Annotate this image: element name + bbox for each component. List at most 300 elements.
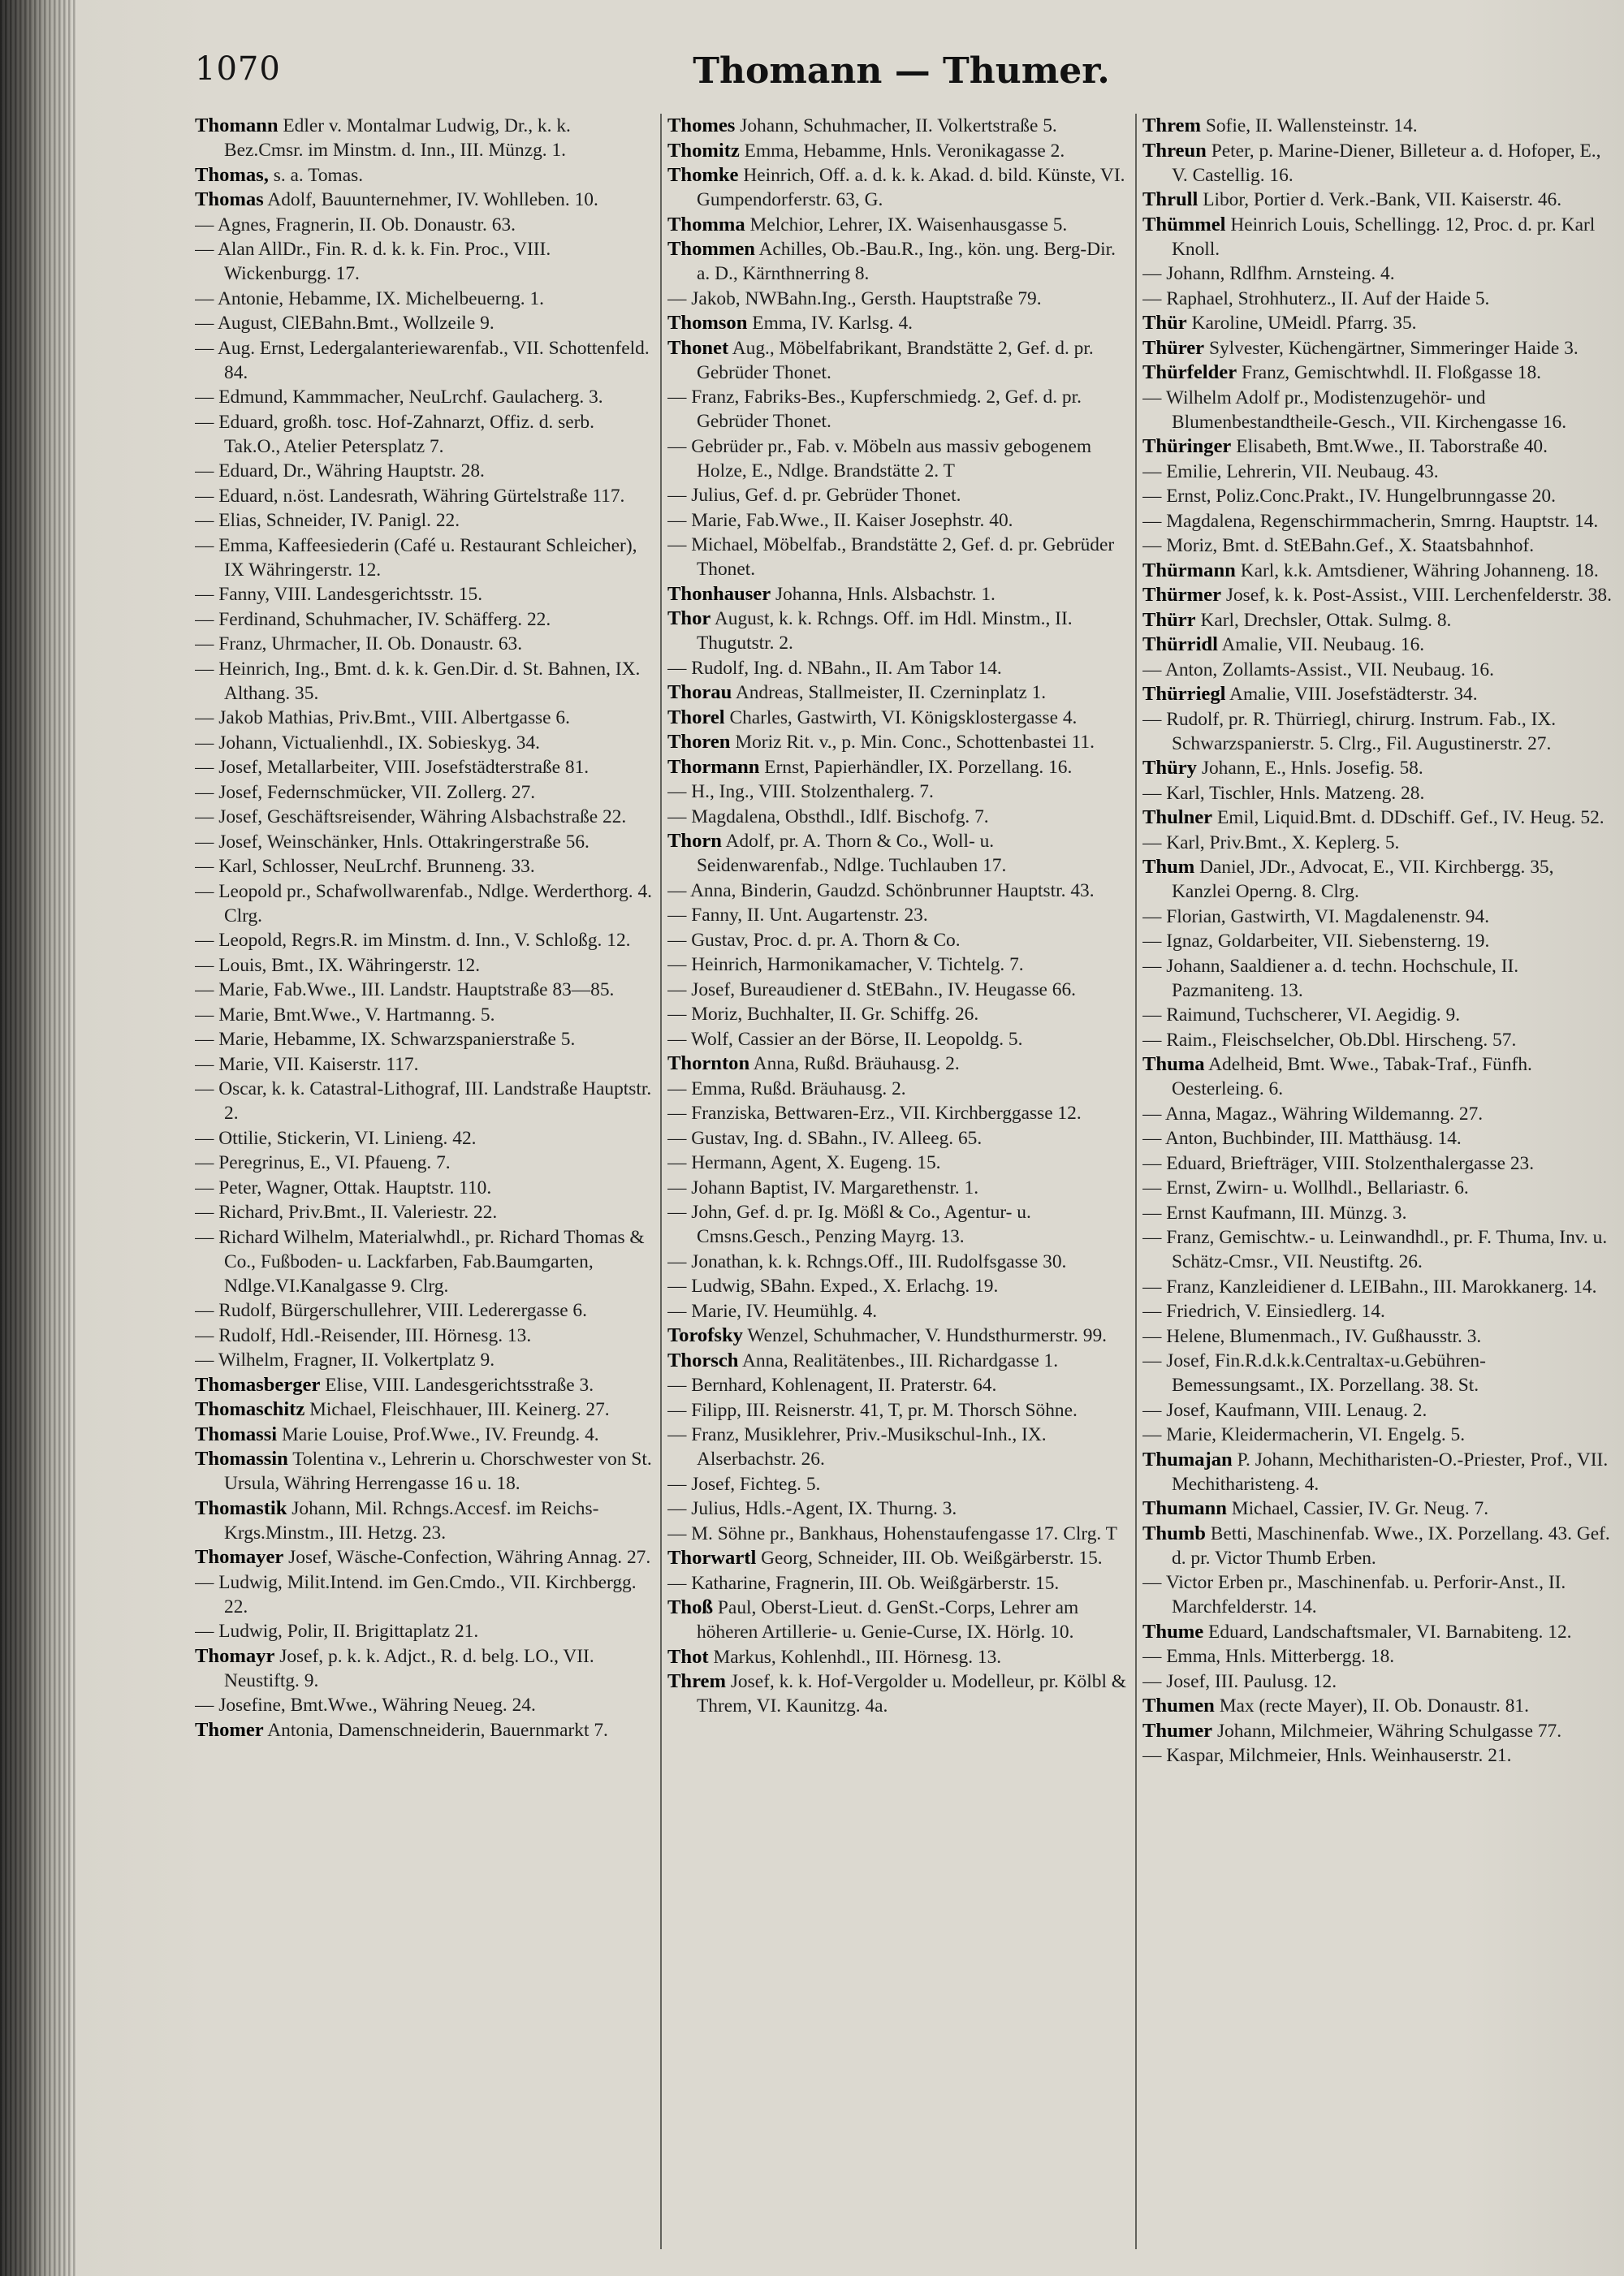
directory-entry	[667, 139, 1130, 163]
directory-entry	[667, 287, 1130, 311]
entry-details: Ernst, Papierhändler, IX. Porzellang. 16.	[764, 756, 1073, 778]
directory-entry	[1142, 1743, 1612, 1768]
entry-details: — Josefine, Bmt.Wwe., Währing Neueg. 24.	[195, 1695, 536, 1716]
directory-entry	[1142, 855, 1612, 904]
directory-entry	[195, 237, 654, 286]
directory-entry	[1142, 954, 1612, 1003]
entry-details: — Raphael, Strohhuterz., II. Auf der Haide 5.	[1142, 287, 1490, 309]
entry-surname: Thürr	[1142, 608, 1196, 631]
entry-details: Markus, Kohlenhdl., III. Hörnesg. 13.	[713, 1646, 1002, 1668]
directory-entry	[667, 1052, 1130, 1076]
entry-details: — Filipp, III. Reisnerstr. 41, T, pr. M. Thorsch Söhne.	[667, 1399, 1078, 1421]
directory-entry	[1142, 1324, 1612, 1349]
page-header	[195, 50, 1608, 99]
directory-entry	[195, 657, 654, 706]
entry-details: — Marie, Hebamme, IX. Schwarzspanierstraße 5.	[195, 1029, 576, 1050]
entry-surname: Thüry	[1142, 757, 1197, 779]
entry-details: — Fanny, VIII. Landesgerichtsstr. 15.	[195, 584, 483, 605]
entry-details: — Hermann, Agent, X. Eugeng. 15.	[667, 1152, 941, 1173]
entry-details: Eduard, Landschaftsmaler, VI. Barnabiteng. 12.	[1208, 1621, 1572, 1643]
entry-surname: Thomassin	[195, 1448, 288, 1470]
directory-entry	[1142, 114, 1612, 138]
directory-entry	[195, 1324, 654, 1348]
entry-details: — Josef, Kaufmann, VIII. Lenaug. 2.	[1142, 1399, 1427, 1421]
entry-details: — Marie, Fab.Wwe., III. Landstr. Hauptstraße 83—85.	[195, 979, 615, 1000]
directory-entry	[667, 1669, 1130, 1718]
directory-entry	[667, 755, 1130, 780]
directory-entry	[195, 805, 654, 829]
directory-entry	[667, 1546, 1130, 1570]
entry-details: — Helene, Blumenmach., IV. Gußhausstr. 3.	[1142, 1325, 1482, 1347]
directory-entry	[1142, 1620, 1612, 1644]
entry-details: — Raim., Fleischselcher, Ob.Dbl. Hirscheng. 57.	[1142, 1029, 1517, 1051]
entry-details: — Jonathan, k. k. Rchngs.Off., III. Rudolfsgasse 30.	[667, 1250, 1067, 1272]
entry-details: — Ludwig, SBahn. Exped., X. Erlachg. 19.	[667, 1276, 999, 1297]
entry-surname: Thür	[1142, 312, 1187, 334]
entry-details: Karl, Drechsler, Ottak. Sulmg. 8.	[1200, 609, 1452, 631]
directory-entry	[667, 1324, 1130, 1348]
entry-details: Heinrich, Off. a. d. k. k. Akad. d. bild. Künste, VI. Gumpendorferstr. 63, G.	[697, 165, 1125, 210]
entry-surname: Thomma	[667, 213, 745, 235]
directory-entry	[1142, 707, 1612, 756]
entry-surname: Thomann	[195, 114, 279, 136]
entry-details: Josef, p. k. k. Adjct., R. d. belg. LO., VII. Neustiftg. 9.	[224, 1645, 594, 1691]
entry-details: — Wilhelm Adolf pr., Modistenzugehör- und Blumenbestandtheile-Gesch., VII. Kirchengasse 16.	[1142, 387, 1567, 433]
directory-entry	[195, 533, 654, 582]
entry-surname: Thonet	[667, 336, 729, 359]
entry-surname: Thumen	[1142, 1695, 1215, 1717]
entry-details: Sofie, II. Wallensteinstr. 14.	[1205, 115, 1418, 136]
entry-surname: Thomas	[195, 188, 264, 210]
entry-details: — Anton, Zollamts-Assist., VII. Neubaug. 16.	[1142, 659, 1494, 680]
directory-entry	[1142, 756, 1612, 780]
entry-details: — Johann, Victualienhdl., IX. Sobieskyg. 34.	[195, 732, 541, 754]
directory-entry	[195, 780, 654, 805]
directory-entry	[667, 928, 1130, 952]
directory-entry	[195, 1718, 654, 1743]
entry-surname: Thürfelder	[1142, 361, 1237, 383]
entry-details: — Emilie, Lehrerin, VII. Neubaug. 43.	[1142, 460, 1439, 482]
entry-details: — Wilhelm, Fragner, II. Volkertplatz 9.	[195, 1350, 495, 1371]
entry-details: Johann, E., Hnls. Josefig. 58.	[1201, 758, 1423, 779]
directory-entry	[195, 731, 654, 755]
directory-entry	[195, 1447, 654, 1496]
directory-entry	[667, 1077, 1130, 1101]
entry-details: Antonia, Damenschneiderin, Bauernmarkt 7.	[267, 1719, 608, 1741]
book-gutter	[0, 0, 77, 2276]
directory-entry	[667, 1398, 1130, 1423]
entry-surname: Thürridl	[1142, 633, 1218, 655]
directory-entry	[195, 1619, 654, 1643]
directory-entry	[667, 163, 1130, 212]
directory-entry	[195, 410, 654, 459]
entry-details: — H., Ing., VIII. Stolzenthalerg. 7.	[667, 781, 934, 802]
directory-entry	[667, 1522, 1130, 1546]
directory-entry	[195, 287, 654, 311]
directory-entry	[667, 656, 1130, 680]
entry-details: — Ferdinand, Schuhmacher, IV. Schäfferg. 22.	[195, 608, 551, 630]
directory-entry	[1142, 509, 1612, 533]
directory-entry	[667, 483, 1130, 507]
entry-surname: Thoren	[667, 731, 731, 753]
directory-entry	[1142, 533, 1612, 558]
entry-details: Moriz Rit. v., p. Min. Conc., Schottenbastei 11.	[735, 732, 1095, 753]
directory-entry	[1142, 188, 1612, 212]
entry-details: — Ernst, Zwirn- u. Wollhdl., Bellariastr. 6.	[1142, 1177, 1469, 1198]
entry-surname: Thürriegl	[1142, 683, 1226, 705]
entry-details: — Josef, Fichteg. 5.	[667, 1473, 821, 1495]
entry-surname: Thume	[1142, 1620, 1204, 1643]
directory-entry	[667, 1126, 1130, 1151]
entry-details: — Friedrich, V. Einsiedlerg. 14.	[1142, 1301, 1385, 1322]
entry-details: — Bernhard, Kohlenagent, II. Praterstr. 64.	[667, 1375, 997, 1396]
column-divider	[1135, 114, 1137, 2249]
directory-entry	[195, 1225, 654, 1298]
directory-entry	[195, 1423, 654, 1447]
entry-details: — Ludwig, Milit.Intend. im Gen.Cmdo., VII. Kirchbergg. 22.	[195, 1571, 637, 1617]
directory-entry	[667, 1176, 1130, 1200]
entry-details: — Rudolf, Hdl.-Reisender, III. Hörnesg. 13.	[195, 1324, 532, 1346]
entry-surname: Threun	[1142, 139, 1207, 162]
entry-details: — Ottilie, Stickerin, VI. Linieng. 42.	[195, 1127, 477, 1149]
directory-entry	[667, 237, 1130, 286]
entry-details: — Eduard, Briefträger, VIII. Stolzenthalergasse 23.	[1142, 1152, 1535, 1174]
entry-surname: Thümmel	[1142, 213, 1226, 235]
directory-entry	[195, 484, 654, 508]
entry-details: — Louis, Bmt., IX. Währingerstr. 12.	[195, 954, 481, 976]
entry-details: — Franz, Kanzleidiener d. LEIBahn., III. Marokkanerg. 14.	[1142, 1276, 1597, 1298]
directory-entry	[1142, 1349, 1612, 1397]
entry-details: Franz, Gemischtwhdl. II. Floßgasse 18.	[1241, 362, 1541, 383]
directory-entry	[1142, 682, 1612, 706]
entry-surname: Thormann	[667, 755, 760, 778]
entry-details: — Alan AllDr., Fin. R. d. k. k. Fin. Proc., VIII. Wickenburgg. 17.	[195, 239, 551, 284]
entry-details: — Josef, Federnschmücker, VII. Zollerg. 27.	[195, 781, 536, 803]
directory-entry	[1142, 1669, 1612, 1694]
entry-surname: Thomke	[667, 164, 739, 186]
directory-entry	[667, 1250, 1130, 1274]
entry-details: — Eduard, n.öst. Landesrath, Währing Gürtelstraße 117.	[195, 485, 625, 507]
entry-details: — Emma, Rußd. Bräuhausg. 2.	[667, 1078, 906, 1099]
entry-details: Johann, Schuhmacher, II. Volkertstraße 5.	[740, 115, 1057, 136]
directory-entry	[195, 854, 654, 879]
entry-details: — Magdalena, Obsthdl., Idlf. Bischofg. 7.	[667, 805, 989, 827]
entry-details: Michael, Cassier, IV. Gr. Neug. 7.	[1231, 1498, 1489, 1519]
entry-surname: Thüringer	[1142, 435, 1232, 457]
entry-details: — Victor Erben pr., Maschinenfab. u. Perforir-Anst., II. Marchfelderstr. 14.	[1142, 1572, 1566, 1617]
directory-entry	[1142, 386, 1612, 434]
entry-details: Michael, Fleischhauer, III. Keinerg. 27.	[309, 1399, 610, 1420]
entry-surname: Thorel	[667, 706, 725, 728]
directory-entry	[667, 829, 1130, 878]
directory-entry	[667, 1274, 1130, 1298]
entry-details: Emma, IV. Karlsg. 4.	[752, 313, 913, 334]
entry-details: — Rudolf, pr. R. Thürriegl, chirurg. Instrum. Fab., IX. Schwarzspanierstr. 5. Clrg., Fil. Augustinerstr. 27.	[1142, 708, 1557, 754]
directory-entry	[195, 978, 654, 1002]
entry-details: — Heinrich, Ing., Bmt. d. k. k. Gen.Dir. d. St. Bahnen, IX. Althang. 35.	[195, 658, 641, 704]
entry-details: Josef, k. k. Hof-Vergolder u. Modelleur, pr. Kölbl & Threm, VI. Kaunitzg. 4a.	[697, 1671, 1126, 1717]
entry-details: — Peter, Wagner, Ottak. Hauptstr. 110.	[195, 1177, 492, 1198]
entry-details: — Josef, Metallarbeiter, VIII. Josefstädterstraße 81.	[195, 757, 590, 778]
directory-entry	[1142, 434, 1612, 459]
entry-details: — Anna, Binderin, Gaudzd. Schönbrunner Hauptstr. 43.	[667, 879, 1095, 901]
directory-entry	[195, 336, 654, 385]
page-number: 1070	[195, 50, 281, 88]
entry-surname: Thumajan	[1142, 1448, 1233, 1471]
entry-surname: Threm	[667, 1670, 726, 1692]
entry-details: Johann, Milchmeier, Währing Schulgasse 77.	[1216, 1720, 1562, 1742]
entry-details: — Aug. Ernst, Ledergalanteriewarenfab., VII. Schottenfeld. 84.	[195, 337, 650, 383]
directory-entry	[667, 607, 1130, 655]
directory-entry	[1142, 261, 1612, 286]
entry-surname: Thomasberger	[195, 1373, 321, 1396]
page-title: Thomann — Thumer.	[693, 50, 1110, 92]
entry-details: — Oscar, k. k. Catastral-Lithograf, III. Landstraße Hauptstr. 2.	[195, 1078, 652, 1124]
entry-details: — Rudolf, Bürgerschullehrer, VIII. Lederergasse 6.	[195, 1300, 587, 1321]
entry-details: Melchior, Lehrer, IX. Waisenhausgasse 5.	[749, 214, 1068, 235]
directory-entry	[667, 879, 1130, 903]
directory-entry	[195, 311, 654, 335]
entry-details: Emil, Liquid.Bmt. d. DDschiff. Gef., IV. Heug. 52.	[1216, 807, 1605, 828]
directory-entry	[1142, 1694, 1612, 1718]
entry-surname: Thuma	[1142, 1053, 1205, 1075]
entry-details: Josef, k. k. Post-Assist., VIII. Lerchenfelderstr. 38.	[1225, 585, 1612, 606]
entry-details: — Johann, Rdlfhm. Arnsteing. 4.	[1142, 263, 1395, 284]
entry-details: — Julius, Gef. d. pr. Gebrüder Thonet.	[667, 485, 961, 506]
entry-details: — Fanny, II. Unt. Augartenstr. 23.	[667, 905, 928, 926]
directory-entry	[667, 582, 1130, 607]
entry-details: — Emma, Kaffeesiederin (Café u. Restaurant Schleicher), IX Währingerstr. 12.	[195, 534, 637, 581]
directory-column-3	[1142, 114, 1612, 2249]
entry-details: — Franz, Musiklehrer, Priv.-Musikschul-Inh., IX. Alserbachstr. 26.	[667, 1424, 1047, 1470]
directory-entry	[667, 1200, 1130, 1249]
entry-details: Adelheid, Bmt. Wwe., Tabak-Traf., Fünfh. Oesterleing. 6.	[1172, 1054, 1532, 1099]
directory-entry	[195, 459, 654, 483]
entry-details: — Jakob, NWBahn.Ing., Gersth. Hauptstraße 79.	[667, 287, 1042, 309]
directory-entry	[667, 385, 1130, 434]
directory-entry	[1142, 1496, 1612, 1521]
entry-details: Wenzel, Schuhmacher, V. Hundsthurmerstr. 99.	[747, 1325, 1107, 1346]
entry-details: — Karl, Schlosser, NeuLrchf. Brunneng. 33.	[195, 856, 535, 877]
entry-details: — Heinrich, Harmonikamacher, V. Tichtelg. 7.	[667, 954, 1024, 975]
directory-entry	[1142, 1644, 1612, 1669]
entry-surname: Thürer	[1142, 336, 1205, 359]
directory-entry	[1142, 1398, 1612, 1423]
directory-entry	[667, 1423, 1130, 1471]
entry-details: — Ludwig, Polir, II. Brigittaplatz 21.	[195, 1621, 479, 1642]
directory-entry	[195, 1348, 654, 1372]
entry-details: — Gustav, Proc. d. pr. A. Thorn & Co.	[667, 929, 961, 951]
entry-details: — Elias, Schneider, IV. Panigl. 22.	[195, 510, 460, 531]
directory-entry	[1142, 1176, 1612, 1200]
entry-details: — Peregrinus, E., VI. Pfaueng. 7.	[195, 1152, 451, 1173]
entry-surname: Thornton	[667, 1052, 750, 1074]
entry-surname: Thomson	[667, 312, 748, 334]
entry-details: — Julius, Hdls.-Agent, IX. Thurng. 3.	[667, 1498, 957, 1519]
entry-details: — Marie, Kleidermacherin, VI. Engelg. 5.	[1142, 1424, 1466, 1445]
entry-surname: Thumann	[1142, 1497, 1227, 1519]
entry-details: — Josef, Fin.R.d.k.k.Centraltax-u.Gebühren-Bemessungsamt., IX. Porzellang. 38. St.	[1142, 1350, 1486, 1396]
directory-entry	[1142, 781, 1612, 805]
directory-entry	[195, 1298, 654, 1323]
directory-entry	[1142, 1225, 1612, 1274]
entry-details: — Josef, Geschäftsreisender, Währing Alsbachstraße 22.	[195, 806, 627, 827]
entry-details: — Josef, Weinschänker, Hnls. Ottakringerstraße 56.	[195, 831, 590, 853]
entry-details: Sylvester, Küchengärtner, Simmeringer Haide 3.	[1208, 337, 1579, 359]
directory-entry	[1142, 1570, 1612, 1619]
directory-entry	[195, 1570, 654, 1619]
entry-details: — Franz, Gemischtw.- u. Leinwandhdl., pr. F. Thuma, Inv. u. Schätz-Cmsr., VII. Neustiftg. 26.	[1142, 1227, 1608, 1272]
entry-details: — Karl, Tischler, Hnls. Matzeng. 28.	[1142, 782, 1425, 804]
directory-entry	[1142, 460, 1612, 484]
entry-details: — Rudolf, Ing. d. NBahn., II. Am Tabor 14.	[667, 657, 1002, 679]
directory-entry	[195, 1373, 654, 1397]
directory-entry	[1142, 311, 1612, 335]
directory-entry	[195, 163, 654, 188]
entry-details: Karoline, UMeidl. Pfarrg. 35.	[1191, 313, 1417, 334]
entry-details: Heinrich Louis, Schellingg. 12, Proc. d. pr. Karl Knoll.	[1172, 214, 1596, 260]
directory-entry	[195, 1077, 654, 1125]
directory-entry	[195, 928, 654, 952]
entry-details: — Ernst, Poliz.Conc.Prakt., IV. Hungelbrunngasse 20.	[1142, 486, 1556, 507]
entry-details: — Eduard, Dr., Währing Hauptstr. 28.	[195, 460, 485, 482]
directory-entry	[1142, 1448, 1612, 1496]
entry-details: Charles, Gastwirth, VI. Königsklostergasse 4.	[729, 706, 1078, 728]
entry-details: Betti, Maschinenfab. Wwe., IX. Porzellang. 43. Gef. d. pr. Victor Thumb Erben.	[1172, 1522, 1610, 1569]
entry-details: Elisabeth, Bmt.Wwe., II. Taborstraße 40.	[1236, 436, 1548, 457]
entry-surname: Thomayer	[195, 1546, 284, 1568]
entry-details: — Ernst Kaufmann, III. Münzg. 3.	[1142, 1202, 1407, 1224]
directory-entry	[195, 1126, 654, 1151]
directory-entry	[195, 1027, 654, 1052]
entry-details: — M. Söhne pr., Bankhaus, Hohenstaufengasse 17. Clrg. T	[667, 1522, 1117, 1544]
entry-surname: Thomaschitz	[195, 1398, 305, 1420]
column-divider	[660, 114, 662, 2249]
entry-details: — Moriz, Buchhalter, II. Gr. Schiffg. 26.	[667, 1004, 979, 1025]
entry-details: — Richard Wilhelm, Materialwhdl., pr. Richard Thomas & Co., Fußboden- u. Lackfarben, Fab.Baumgarten, Ndlge.VI.Kanalgasse 9. Clrg.	[195, 1226, 645, 1297]
directory-entry	[1142, 559, 1612, 583]
entry-surname: Thomastik	[195, 1496, 287, 1519]
directory-entry	[1142, 1201, 1612, 1225]
directory-entry	[1142, 658, 1612, 682]
entry-details: — Edmund, Kammmacher, NeuLrchf. Gaulacherg. 3.	[195, 387, 603, 408]
entry-surname: Thoß	[667, 1596, 714, 1618]
directory-entry	[195, 607, 654, 632]
entry-details: — Michael, Möbelfab., Brandstätte 2, Gef. d. pr. Gebrüder Thonet.	[667, 534, 1115, 580]
entry-details: — John, Gef. d. pr. Ig. Mößl & Co., Agentur- u. Cmsns.Gesch., Penzing Mayrg. 13.	[667, 1202, 1031, 1247]
entry-details: — Florian, Gastwirth, VI. Magdalenenstr. 94.	[1142, 905, 1490, 927]
directory-entry	[1142, 1299, 1612, 1324]
entry-details: — Emma, Hnls. Mitterbergg. 18.	[1142, 1646, 1395, 1667]
directory-entry	[195, 953, 654, 978]
directory-entry	[1142, 1003, 1612, 1027]
entry-surname: Torofsky	[667, 1324, 743, 1346]
directory-entry	[667, 1472, 1130, 1496]
directory-entry	[195, 879, 654, 928]
directory-entry	[667, 508, 1130, 533]
entry-details: Andreas, Stallmeister, II. Czerninplatz 1.	[735, 682, 1047, 703]
directory-entry	[1142, 633, 1612, 657]
entry-details: — Antonie, Hebamme, IX. Michelbeuerng. 1.	[195, 287, 545, 309]
directory-entry	[1142, 336, 1612, 361]
entry-details: — Franziska, Bettwaren-Erz., VII. Kirchberggasse 12.	[667, 1103, 1082, 1124]
entry-surname: Thorn	[667, 830, 722, 852]
entry-details: — Marie, Bmt.Wwe., V. Hartmanng. 5.	[195, 1004, 495, 1026]
entry-surname: Thonhauser	[667, 582, 771, 605]
directory-entry	[667, 1101, 1130, 1125]
directory-entry	[667, 1496, 1130, 1521]
directory-entry	[1142, 139, 1612, 188]
entry-details: — Ignaz, Goldarbeiter, VII. Siebensterng. 19.	[1142, 931, 1490, 952]
entry-surname: Thumb	[1142, 1522, 1206, 1544]
entry-details: — Agnes, Fragnerin, II. Ob. Donaustr. 63.	[195, 214, 516, 235]
entry-surname: Threm	[1142, 114, 1201, 136]
directory-entry	[667, 533, 1130, 581]
entry-details: s. a. Tomas.	[273, 164, 364, 186]
entry-details: Anna, Realitätenbes., III. Richardgasse 1.	[742, 1350, 1059, 1371]
entry-details: — Anna, Magaz., Währing Wildemanng. 27.	[1142, 1103, 1484, 1125]
entry-details: Karl, k.k. Amtsdiener, Währing Johanneng. 18.	[1240, 559, 1599, 581]
directory-entry	[195, 755, 654, 780]
entry-surname: Thommen	[667, 238, 755, 260]
entry-details: — Eduard, großh. tosc. Hof-Zahnarzt, Offiz. d. serb. Tak.O., Atelier Petersplatz 7.	[195, 411, 594, 457]
directory-entry	[195, 1693, 654, 1717]
entry-details: — Josef, Bureaudiener d. StEBahn., IV. Heugasse 66.	[667, 978, 1077, 1000]
entry-details: Achilles, Ob.-Bau.R., Ing., kön. ung. Berg-Dir. a. D., Kärnthnerring 8.	[697, 239, 1116, 284]
directory-entry	[1142, 805, 1612, 830]
entry-details: Josef, Wäsche-Confection, Währing Annag. 27.	[288, 1547, 651, 1568]
directory-entry	[195, 213, 654, 237]
entry-details: Elise, VIII. Landesgerichtsstraße 3.	[325, 1374, 594, 1396]
directory-entry	[195, 1200, 654, 1224]
directory-entry	[667, 1299, 1130, 1324]
entry-surname: Thulner	[1142, 806, 1213, 828]
entry-details: Georg, Schneider, III. Ob. Weißgärberstr. 15.	[761, 1548, 1103, 1569]
directory-entry	[1142, 583, 1612, 607]
entry-surname: Thum	[1142, 856, 1195, 878]
entry-details: — Gebrüder pr., Fab. v. Möbeln aus massiv gebogenem Holze, E., Ndlge. Brandstätte 2. T	[667, 435, 1092, 482]
directory-entry	[667, 903, 1130, 927]
directory-entry	[667, 434, 1130, 483]
entry-details: Johanna, Hnls. Alsbachstr. 1.	[775, 583, 996, 605]
directory-entry	[1142, 1522, 1612, 1570]
directory-entry	[195, 1496, 654, 1545]
entry-details: Adolf, Bauunternehmer, IV. Wohlleben. 10.	[267, 189, 598, 210]
entry-details: August, k. k. Rchngs. Off. im Hdl. Minstm., II. Thugutstr. 2.	[697, 608, 1073, 654]
entry-surname: Thürmer	[1142, 584, 1221, 606]
directory-entry	[1142, 1102, 1612, 1126]
entry-details: Johann, Mil. Rchngs.Accesf. im Reichs-Krgs.Minstm., III. Hetzg. 23.	[224, 1497, 599, 1544]
directory-entry	[195, 706, 654, 730]
entry-details: — Wolf, Cassier an der Börse, II. Leopoldg. 5.	[667, 1028, 1023, 1050]
entry-details: Amalie, VII. Neubaug. 16.	[1221, 634, 1425, 655]
entry-surname: Thot	[667, 1645, 709, 1668]
directory-entry	[195, 188, 654, 212]
directory-entry	[195, 1644, 654, 1693]
directory-entry	[667, 311, 1130, 335]
entry-details: Anna, Rußd. Bräuhausg. 2.	[753, 1053, 960, 1074]
directory-entry	[195, 1176, 654, 1200]
entry-details: — Raimund, Tuchscherer, VI. Aegidig. 9.	[1142, 1004, 1461, 1026]
directory-entry	[1142, 1052, 1612, 1101]
entry-surname: Thorau	[667, 681, 732, 703]
entry-details: Edler v. Montalmar Ludwig, Dr., k. k. Bez.Cmsr. im Minstm. d. Inn., III. Münzg. 1.	[224, 115, 571, 161]
entry-details: — Franz, Fabriks-Bes., Kupferschmiedg. 2, Gef. d. pr. Gebrüder Thonet.	[667, 387, 1082, 432]
directory-entry	[1142, 361, 1612, 385]
directory-entry	[667, 1002, 1130, 1026]
entry-details: Libor, Portier d. Verk.-Bank, VII. Kaiserstr. 46.	[1203, 189, 1562, 210]
entry-details: — Marie, VII. Kaiserstr. 117.	[195, 1053, 419, 1075]
